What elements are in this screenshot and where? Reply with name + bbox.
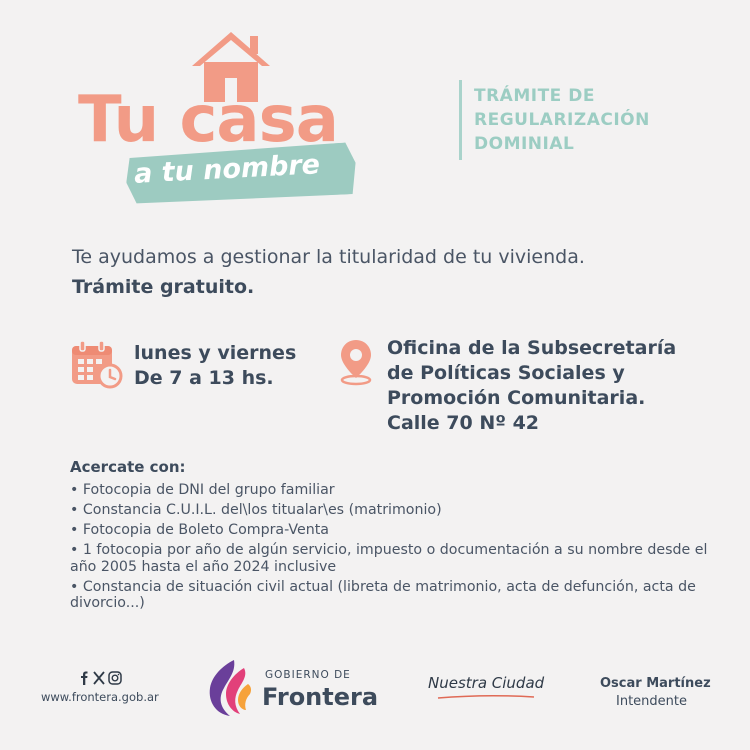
logo-subtitle: a tu nombre — [133, 149, 321, 190]
requirements-title: Acercate con: — [70, 458, 186, 476]
list-item: • Fotocopia de Boleto Compra-Venta — [70, 522, 329, 538]
nuestra-ciudad-logo: Nuestra Ciudad — [428, 674, 545, 692]
mayor-title: Intendente — [616, 694, 687, 709]
social-icons — [78, 670, 128, 686]
website-link[interactable]: www.frontera.gob.ar — [41, 690, 159, 704]
office-line: de Políticas Sociales y — [387, 362, 625, 384]
frontera-label: Frontera — [262, 683, 379, 711]
heading-line: TRÁMITE DE — [474, 86, 595, 106]
tramite-heading — [474, 84, 714, 156]
office-street: Calle 70 Nº 42 — [387, 412, 540, 434]
facebook-icon[interactable] — [81, 672, 88, 686]
heading-line: DOMINIAL — [474, 134, 575, 154]
heading-line: REGULARIZACIÓN — [474, 110, 650, 130]
schedule-hours: De 7 a 13 hs. — [134, 367, 274, 389]
x-icon[interactable] — [94, 672, 104, 684]
nuestra-ciudad-underline — [436, 694, 536, 700]
mayor-name: Oscar Martínez — [600, 676, 711, 691]
office-line: Oficina de la Subsecretaría — [387, 337, 677, 359]
list-item: • 1 fotocopia por año de algún servicio, impuesto o documentación a su nombre desde el año 2005 hasta el año 2024 inclusive — [70, 542, 708, 575]
calendar-clock-icon — [70, 340, 124, 390]
list-item: • Constancia de situación civil actual (libreta de matrimonio, acta de defunción, acta de divorcio...) — [70, 578, 696, 611]
frontera-flame-logo — [204, 658, 254, 718]
tu-casa-logo — [70, 28, 380, 208]
gobierno-label: GOBIERNO DE — [265, 669, 351, 681]
office-address — [387, 336, 676, 436]
map-pin-icon — [338, 338, 374, 386]
logo-title: Tu casa — [78, 83, 338, 157]
list-item: • Fotocopia de DNI del grupo familiar — [70, 482, 335, 498]
requirements-list — [70, 482, 710, 615]
schedule-text — [134, 341, 296, 391]
list-item: • Constancia C.U.I.L. del\los titualar\es (matrimonio) — [70, 502, 442, 518]
intro-text: Te ayudamos a gestionar la titularidad de tu vivienda. — [72, 246, 585, 268]
office-line: Promoción Comunitaria. — [387, 387, 646, 409]
schedule-days: lunes y viernes — [134, 342, 297, 364]
instagram-icon[interactable] — [109, 672, 121, 684]
heading-divider — [459, 80, 462, 160]
intro-free-text: Trámite gratuito. — [72, 276, 255, 298]
